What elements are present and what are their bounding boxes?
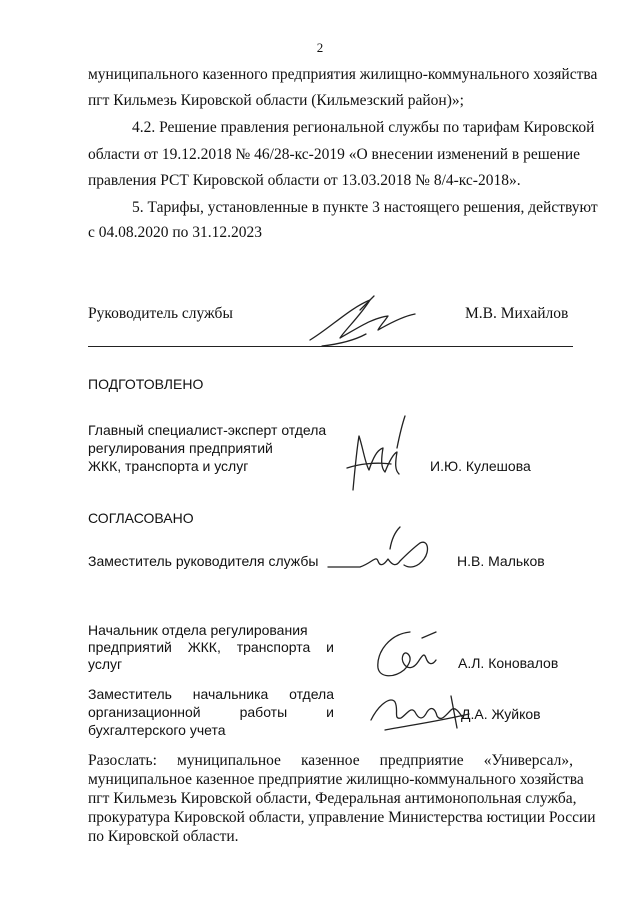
prepared-name: И.Ю. Кулешова [430,458,531,474]
paragraph-line: муниципального казенного предприятия жилищно-коммунального хозяйства [88,66,598,83]
deputy-chief-title-word: начальника [192,686,269,702]
chief-title-word: транспорта [236,639,311,655]
deputy-chief-title-line: бухгалтерского учета [88,722,226,738]
distribution-word: казенное [300,752,360,769]
head-name: М.В. Михайлов [465,305,569,322]
deputy-chief-title-word: организационной [88,704,201,720]
chief-signature-image [370,628,445,683]
chief-title-word: и [326,639,334,655]
paragraph-line: с 04.08.2020 по 31.12.2023 [88,224,263,241]
chief-title-word: предприятий [88,639,172,655]
distribution-line [88,752,573,770]
distribution-word: «Универсал», [483,752,573,769]
distribution-word: предприятие [379,752,464,769]
paragraph-line: пгт Кильмезь Кировской области (Кильмезский район)»; [88,92,464,109]
paragraph-line: 5. Тарифы, установленные в пункте 3 настоящего решения, действуют [132,199,598,216]
prepared-title-line: ЖКК, транспорта и услуг [88,458,249,474]
head-title: Руководитель службы [88,305,233,322]
prepared-heading: ПОДГОТОВЛЕНО [88,376,204,392]
paragraph-line: 4.2. Решение правления региональной службы по тарифам Кировской [132,119,595,136]
deputy-chief-title-word: работы [239,704,288,720]
distribution-line: по Кировской области. [88,828,239,845]
deputy-chief-title-word: Заместитель [88,686,172,702]
deputy-title: Заместитель руководителя службы [88,553,319,569]
distribution-word: муниципальное [176,752,281,769]
distribution-line: прокуратура Кировской области, управление Министерства юстиции России [88,809,596,826]
chief-title-line: Начальник отдела регулирования [88,622,308,638]
distribution-line: пгт Кильмезь Кировской области, Федеральная антимонопольная служба, [88,790,577,807]
deputy-chief-title-line [88,686,334,702]
paragraph-line: правления РСТ Кировской области от 13.03.2018 № 8/4-кс-2018». [88,172,521,189]
distribution-line: муниципальное казенное предприятие жилищно-коммунального хозяйства [88,771,584,788]
prepared-title-line: регулирования предприятий [88,440,273,456]
chief-title-line: услуг [88,656,123,672]
distribution-word: Разослать: [88,752,157,769]
deputy-chief-signature-image [365,690,475,735]
deputy-signature-image [320,525,450,580]
chief-name: А.Л. Коновалов [458,655,559,671]
signature-divider [88,346,573,347]
deputy-chief-name: Д.А. Жуйков [461,706,541,722]
prepared-title-line: Главный специалист-эксперт отдела [88,422,327,438]
prepared-signature-image [335,408,415,498]
deputy-chief-title-word: отдела [289,686,334,702]
deputy-chief-title-word: и [326,704,334,720]
head-signature-image [300,288,420,358]
paragraph-line: области от 19.12.2018 № 46/28-кс-2019 «О внесении изменений в решение [88,146,581,163]
approved-heading: СОГЛАСОВАНО [88,510,194,526]
chief-title-line [88,639,334,655]
chief-title-word: ЖКК, [187,639,221,655]
page-number: 2 [316,40,324,55]
deputy-chief-title-line [88,704,334,720]
deputy-name: Н.В. Мальков [457,553,545,569]
